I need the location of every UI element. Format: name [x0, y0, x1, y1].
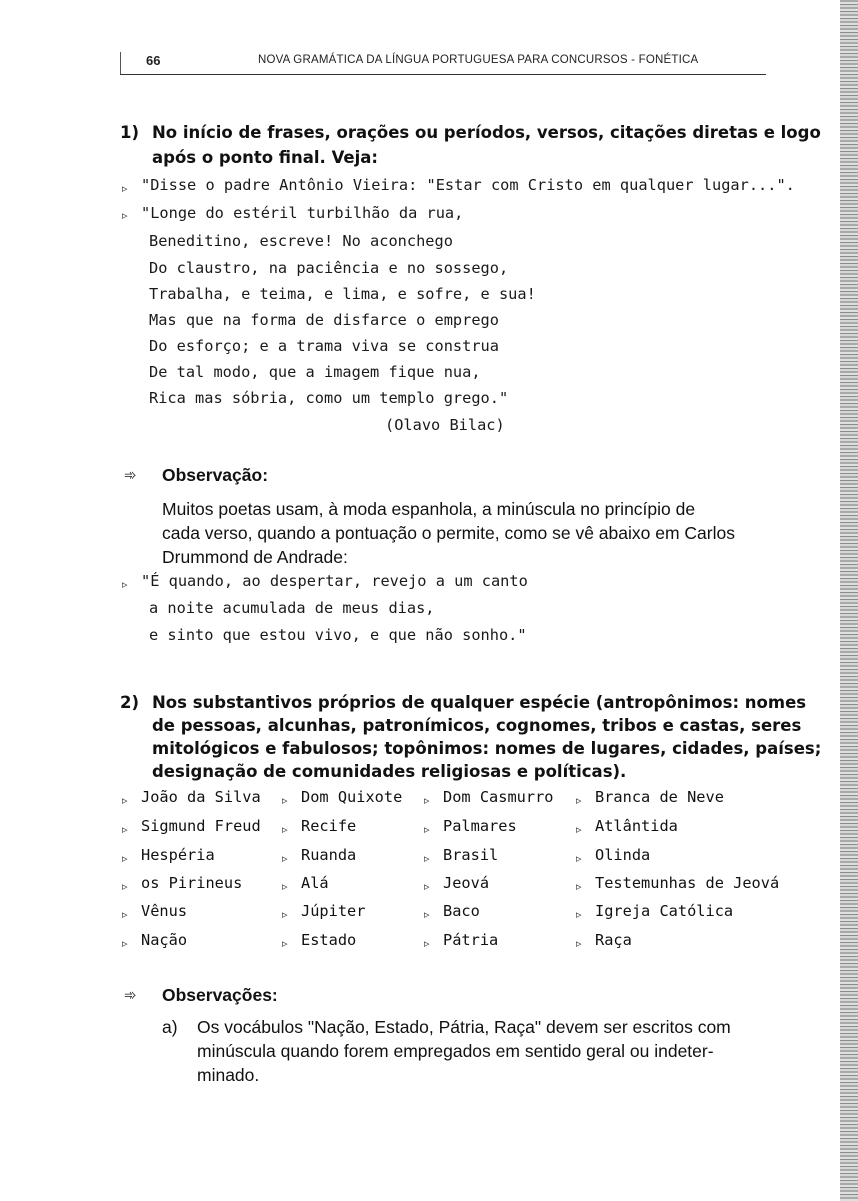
poem-line: Do claustro, na paciência e no sossego,	[149, 259, 509, 277]
bullet-icon: ▹	[424, 880, 430, 893]
proper-noun-example: Igreja Católica	[595, 902, 734, 920]
observation-arrow-icon: ➾	[124, 466, 137, 484]
section-2-heading-line: mitológicos e fabulosos; topônimos: nomes de lugares, cidades, países;	[152, 739, 822, 758]
proper-noun-example: Atlântida	[595, 817, 678, 835]
bullet-icon: ▹	[282, 908, 288, 921]
example-quote-vieira: "Disse o padre Antônio Vieira: "Estar com Cristo em qualquer lugar...".	[141, 176, 795, 194]
poem-line: "Longe do estéril turbilhão da rua,	[141, 204, 464, 222]
observations-title: Observações:	[162, 985, 278, 1005]
proper-noun-example: Hespéria	[141, 846, 215, 864]
observation-item-line: Os vocábulos "Nação, Estado, Pátria, Raça" devem ser escritos com	[197, 1017, 731, 1037]
poem-line: a noite acumulada de meus dias,	[149, 599, 435, 617]
page-number: 66	[146, 53, 161, 68]
bullet-icon: ▹	[122, 908, 128, 921]
proper-noun-example: os Pirineus	[141, 874, 243, 892]
observation-item-line: minado.	[197, 1065, 260, 1085]
bullet-icon: ▹	[424, 852, 430, 865]
observation-text-line: Drummond de Andrade:	[162, 547, 348, 567]
bullet-icon: ▹	[282, 823, 288, 836]
bullet-icon: ▹	[122, 794, 128, 807]
bullet-icon: ▹	[122, 880, 128, 893]
bullet-icon: ▹	[424, 908, 430, 921]
proper-noun-example: Dom Quixote	[301, 788, 403, 806]
proper-noun-example: Dom Casmurro	[443, 788, 554, 806]
poem-line: Do esforço; e a trama viva se construa	[149, 337, 499, 355]
proper-noun-example: Sigmund Freud	[141, 817, 261, 835]
proper-noun-example: Raça	[595, 931, 632, 949]
observation-item-letter: a)	[162, 1017, 178, 1037]
proper-noun-example: Estado	[301, 931, 357, 949]
bullet-icon: ▹	[122, 823, 128, 836]
observation-text-line: cada verso, quando a pontuação o permite, como se vê abaixo em Carlos	[162, 523, 735, 543]
section-1-heading-line-2: após o ponto final. Veja:	[152, 148, 379, 167]
section-2-heading-line: de pessoas, alcunhas, patronímicos, cognomes, tribos e castas, seres	[152, 716, 802, 735]
proper-noun-example: Pátria	[443, 931, 499, 949]
proper-noun-example: Ruanda	[301, 846, 357, 864]
bullet-icon: ▹	[122, 852, 128, 865]
proper-noun-example: Júpiter	[301, 902, 366, 920]
bullet-icon: ▹	[576, 908, 582, 921]
bullet-icon: ▹	[122, 937, 128, 950]
bullet-icon: ▹	[282, 937, 288, 950]
poem-line: Mas que na forma de disfarce o emprego	[149, 311, 499, 329]
bullet-icon: ▹	[282, 880, 288, 893]
running-header: NOVA GRAMÁTICA DA LÍNGUA PORTUGUESA PARA CONCURSOS - FONÉTICA	[258, 54, 699, 66]
section-2-heading-line: Nos substantivos próprios de qualquer espécie (antropônimos: nomes	[152, 693, 807, 712]
proper-noun-example: Recife	[301, 817, 357, 835]
proper-noun-example: Brasil	[443, 846, 499, 864]
bullet-icon: ▹	[282, 852, 288, 865]
observation-text-line: Muitos poetas usam, à moda espanhola, a minúscula no princípio de	[162, 499, 696, 519]
bullet-icon: ▹	[122, 578, 128, 591]
poem-author: (Olavo Bilac)	[385, 416, 505, 434]
poem-line: Beneditino, escreve! No aconchego	[149, 232, 453, 250]
poem-line: Trabalha, e teima, e lima, e sofre, e sua!	[149, 285, 536, 303]
poem-line: Rica mas sóbria, como um templo grego."	[149, 389, 509, 407]
header-rule	[120, 74, 766, 75]
proper-noun-example: Vênus	[141, 902, 188, 920]
bullet-icon: ▹	[424, 794, 430, 807]
bullet-icon: ▹	[576, 880, 582, 893]
page-edge-shadow	[840, 0, 858, 1201]
proper-noun-example: Palmares	[443, 817, 517, 835]
bullet-icon: ▹	[122, 209, 128, 222]
proper-noun-example: Branca de Neve	[595, 788, 724, 806]
proper-noun-example: Testemunhas de Jeová	[595, 874, 780, 892]
header-tick	[120, 52, 121, 74]
proper-noun-example: Nação	[141, 931, 188, 949]
bullet-icon: ▹	[424, 823, 430, 836]
section-1-heading-line-1: No início de frases, orações ou períodos, versos, citações diretas e logo	[152, 123, 821, 142]
proper-noun-example: Alá	[301, 874, 329, 892]
bullet-icon: ▹	[424, 937, 430, 950]
bullet-icon: ▹	[282, 794, 288, 807]
proper-noun-example: Olinda	[595, 846, 651, 864]
section-2-number: 2)	[120, 693, 140, 712]
observation-title: Observação:	[162, 465, 269, 485]
section-1-number: 1)	[120, 123, 140, 142]
poem-line: "É quando, ao despertar, revejo a um canto	[141, 572, 528, 590]
section-2-heading-line: designação de comunidades religiosas e políticas).	[152, 762, 627, 781]
bullet-icon: ▹	[576, 937, 582, 950]
poem-line: De tal modo, que a imagem fique nua,	[149, 363, 481, 381]
observation-item-line: minúscula quando forem empregados em sentido geral ou indeter-	[197, 1041, 714, 1061]
bullet-icon: ▹	[576, 852, 582, 865]
observation-arrow-icon: ➾	[124, 986, 137, 1004]
bullet-icon: ▹	[122, 182, 128, 195]
proper-noun-example: Jeová	[443, 874, 490, 892]
bullet-icon: ▹	[576, 794, 582, 807]
poem-line: e sinto que estou vivo, e que não sonho."	[149, 626, 527, 644]
bullet-icon: ▹	[576, 823, 582, 836]
proper-noun-example: Baco	[443, 902, 480, 920]
proper-noun-example: João da Silva	[141, 788, 261, 806]
